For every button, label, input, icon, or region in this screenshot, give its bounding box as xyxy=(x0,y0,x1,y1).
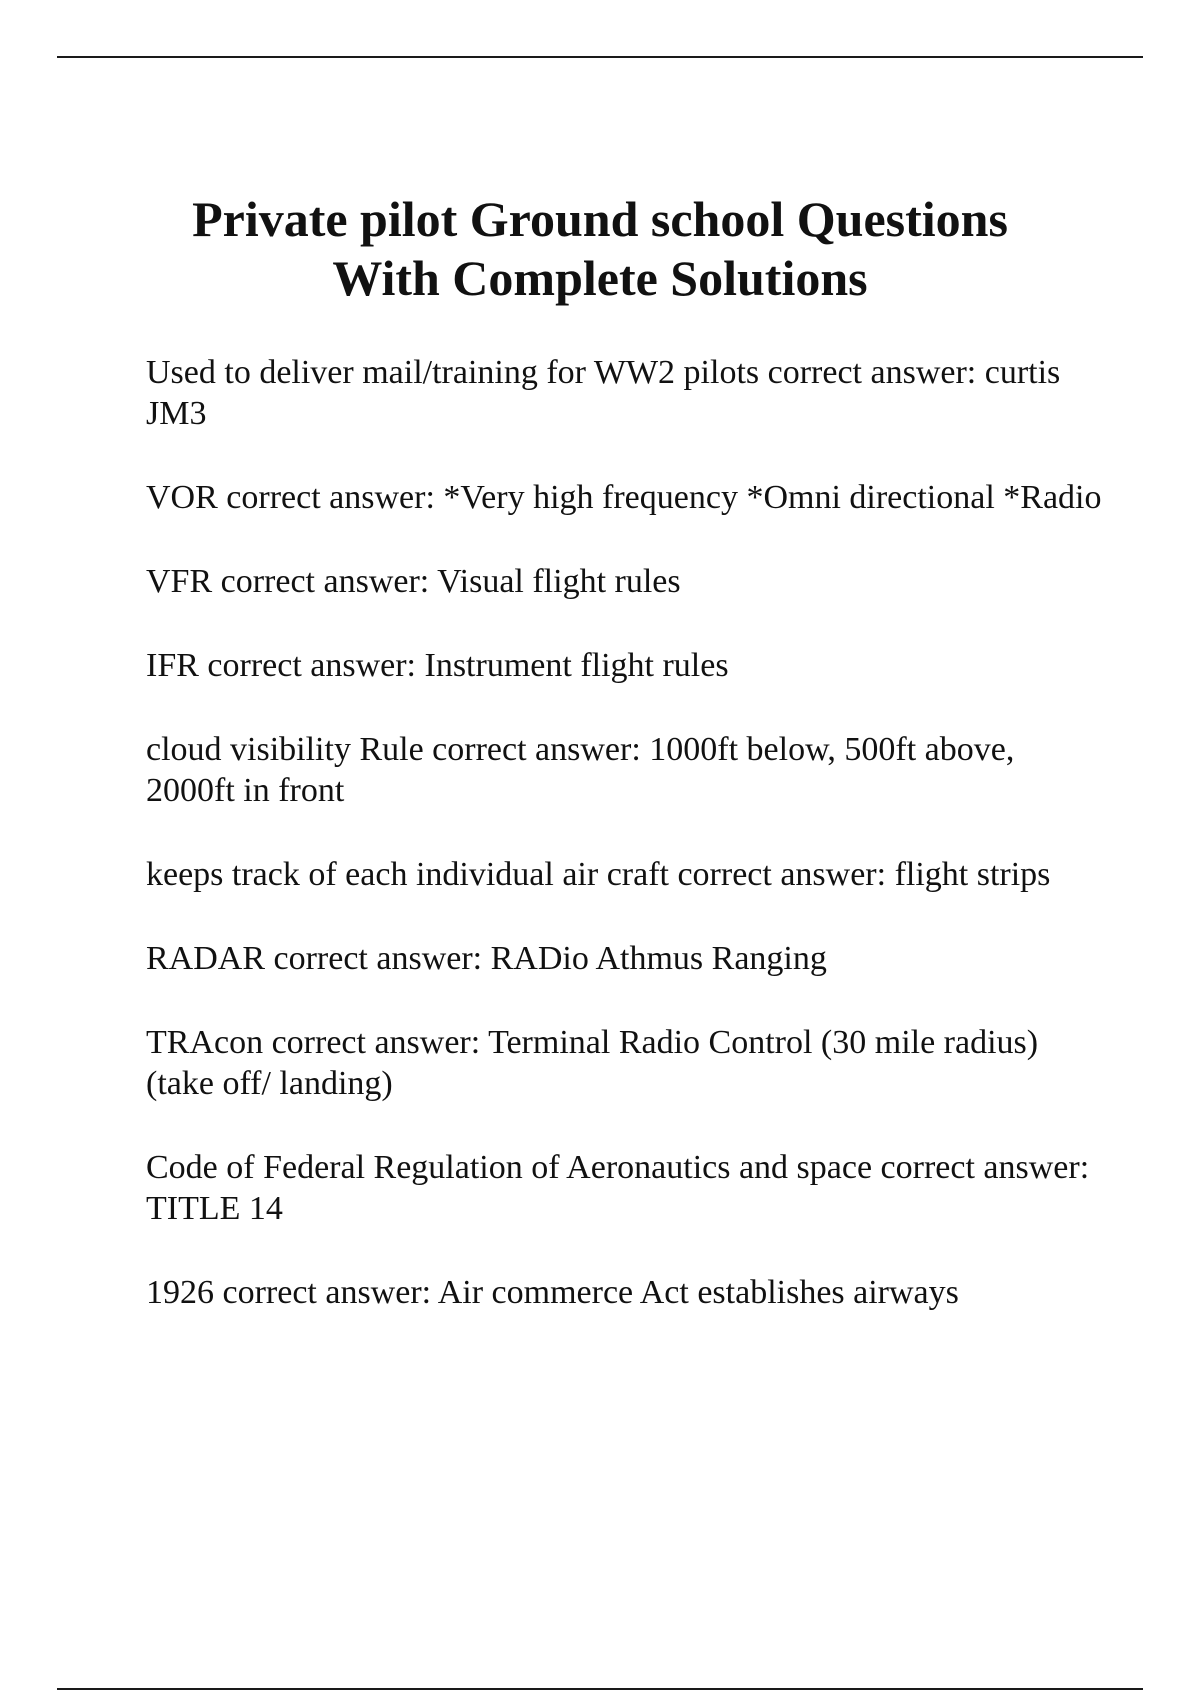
qa-item: RADAR correct answer: RADio Athmus Ranging xyxy=(146,940,827,977)
qa-item: Used to deliver mail/training for WW2 pilots correct answer: curtis JM3 xyxy=(146,354,1061,432)
qa-item: cloud visibility Rule correct answer: 1000ft below, 500ft above, 2000ft in front xyxy=(146,731,1015,809)
qa-item: keeps track of each individual air craft correct answer: flight strips xyxy=(146,856,1051,893)
header-divider xyxy=(57,56,1143,58)
title-line-1: Private pilot Ground school Questions xyxy=(192,191,1008,247)
qa-item: VFR correct answer: Visual flight rules xyxy=(146,563,681,600)
qa-item: Code of Federal Regulation of Aeronautics and space correct answer: TITLE 14 xyxy=(146,1149,1090,1227)
document-title xyxy=(60,190,1140,308)
footer-divider xyxy=(57,1688,1143,1690)
qa-item: TRAcon correct answer: Terminal Radio Control (30 mile radius) (take off/ landing) xyxy=(146,1024,1039,1102)
qa-list xyxy=(146,352,1106,1356)
title-line-2: With Complete Solutions xyxy=(332,250,868,306)
qa-item: 1926 correct answer: Air commerce Act establishes airways xyxy=(146,1274,959,1311)
qa-item: IFR correct answer: Instrument flight rules xyxy=(146,647,729,684)
qa-item: VOR correct answer: *Very high frequency *Omni directional *Radio xyxy=(146,479,1102,516)
